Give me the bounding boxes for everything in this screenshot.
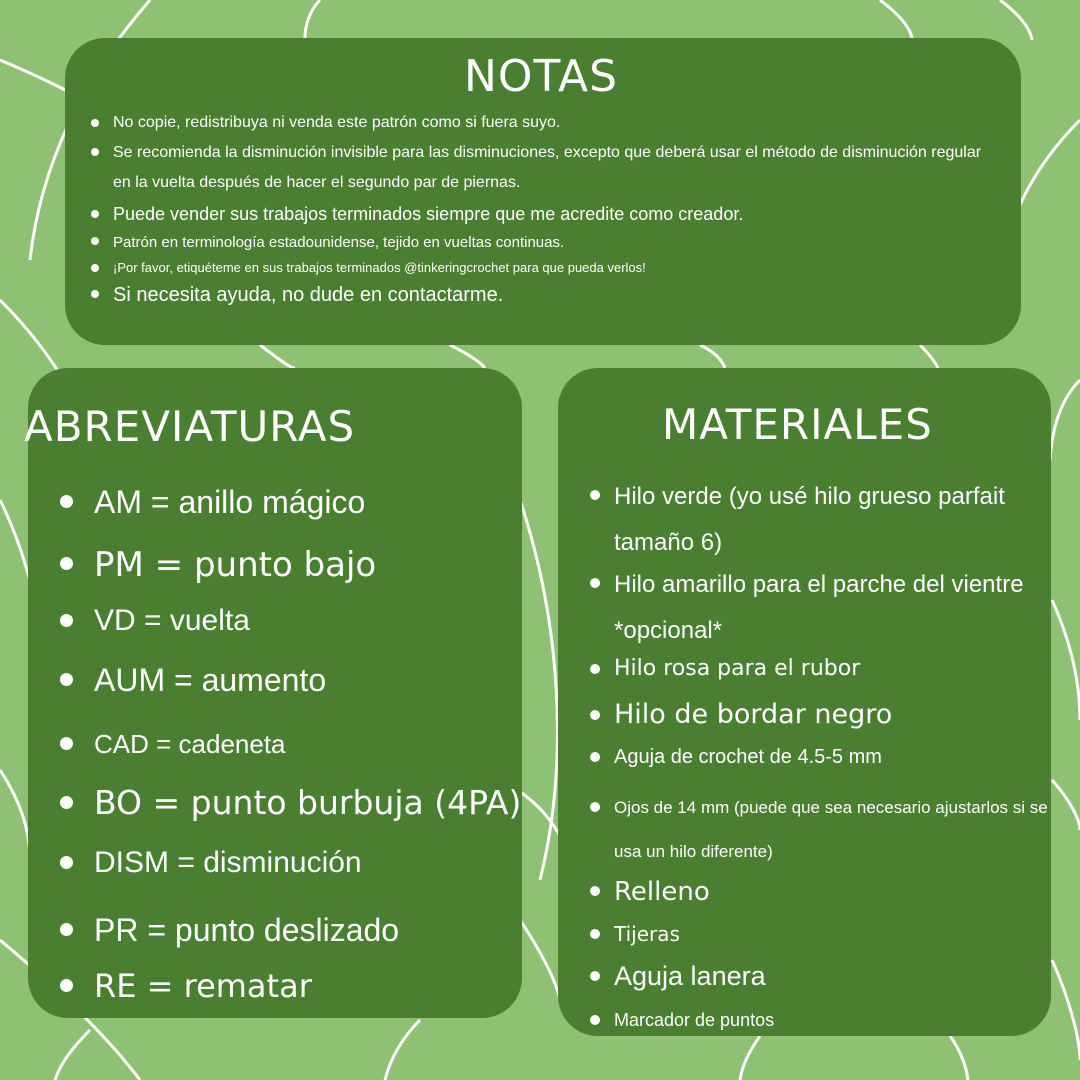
- notas-item: [91, 112, 991, 134]
- materiales-item: [590, 474, 1034, 566]
- materiales-item-text: Hilo rosa para el rubor: [614, 656, 861, 681]
- bullet-icon: [60, 614, 73, 627]
- bullet-icon: [60, 673, 73, 686]
- bg-curve: [305, 0, 320, 38]
- abreviaturas-item: [60, 780, 521, 826]
- bullet-icon: [590, 490, 600, 500]
- abreviaturas-item-text: AUM = aumento: [94, 662, 327, 698]
- bullet-icon: [590, 802, 600, 812]
- bg-curve: [1052, 960, 1080, 1060]
- notas-item-text: ¡Por favor, etiquéteme en sus trabajos terminados @tinkeringcrochet para que pueda verlos!: [113, 260, 646, 275]
- bg-curve: [450, 345, 485, 368]
- bg-curve: [1052, 600, 1080, 720]
- bg-curve: [740, 1036, 760, 1080]
- materiales-item: [590, 920, 1054, 948]
- materiales-item-text: Marcador de puntos: [614, 1010, 775, 1030]
- notas-item-text: Si necesita ayuda, no dude en contactarme.: [113, 284, 504, 306]
- abreviaturas-item: [60, 908, 399, 952]
- abreviaturas-item-text: BO = punto burbuja (4PA): [94, 783, 522, 822]
- bullet-icon: [590, 664, 600, 674]
- bullet-icon: [60, 856, 73, 869]
- notas-panel: [65, 38, 1021, 345]
- bullet-icon: [91, 119, 99, 127]
- materiales-item: [590, 786, 1054, 874]
- abreviaturas-item-text: PR = punto deslizado: [94, 912, 400, 948]
- materiales-item-text: Aguja lanera: [614, 961, 766, 991]
- bullet-icon: [590, 971, 600, 981]
- materiales-item-text: Hilo de bordar negro: [614, 699, 893, 730]
- notas-item-text: Puede vender sus trabajos terminados siempre que me acredite como creador.: [113, 204, 744, 224]
- abreviaturas-item-text: CAD = cadeneta: [94, 729, 286, 759]
- materiales-item-text: Relleno: [614, 877, 710, 907]
- bg-curve: [920, 345, 938, 368]
- bg-curve: [385, 1020, 420, 1080]
- materiales-item: [590, 652, 1054, 686]
- materiales-item: [590, 742, 1054, 772]
- abreviaturas-item: [60, 658, 326, 702]
- bullet-icon: [590, 929, 600, 939]
- materiales-item: [590, 696, 1054, 734]
- bullet-icon: [590, 752, 600, 762]
- notas-item: [91, 256, 991, 280]
- bullet-icon: [590, 1015, 600, 1025]
- materiales-item: [590, 562, 1024, 654]
- notas-item: [91, 230, 991, 256]
- bullet-icon: [60, 979, 73, 992]
- bg-curve: [260, 345, 295, 368]
- bullet-icon: [60, 737, 73, 750]
- notas-title: NOTAS: [463, 51, 619, 102]
- bullet-icon: [60, 495, 73, 508]
- abreviaturas-item: [60, 600, 250, 642]
- notas-item-text: Patrón en terminología estadounidense, tejido en vueltas continuas.: [113, 234, 565, 251]
- abreviaturas-item: [60, 964, 312, 1008]
- bg-curve: [880, 0, 912, 38]
- bg-curve: [1050, 380, 1080, 460]
- abreviaturas-item-text: RE = rematar: [94, 967, 312, 1005]
- bullet-icon: [91, 264, 99, 272]
- bullet-icon: [590, 578, 600, 588]
- materiales-item-text: Ojos de 14 mm (puede que sea necesario ajustarlos si se usa un hilo diferente): [614, 798, 1048, 861]
- bg-curve: [1052, 780, 1080, 830]
- abreviaturas-item: [60, 542, 376, 588]
- abreviaturas-item-text: AM = anillo mágico: [94, 484, 366, 520]
- bullet-icon: [91, 210, 99, 218]
- abreviaturas-item: [60, 480, 365, 524]
- bullet-icon: [91, 148, 99, 156]
- bullet-icon: [60, 796, 73, 809]
- bullet-icon: [60, 923, 73, 936]
- materiales-item: [590, 958, 1054, 994]
- abreviaturas-item: [60, 842, 362, 884]
- bg-curve: [55, 1030, 90, 1080]
- bg-curve: [1000, 0, 1032, 40]
- bg-curve: [700, 345, 725, 368]
- bullet-icon: [60, 557, 73, 570]
- bg-curve: [520, 920, 560, 1000]
- notas-item: [91, 138, 993, 198]
- materiales-item-text: Hilo verde (yo usé hilo grueso parfait tamaño 6): [614, 483, 1005, 556]
- notas-list: [91, 112, 991, 310]
- notas-item-text: No copie, redistribuya ni venda este patrón como si fuera suyo.: [113, 114, 561, 131]
- abreviaturas-item: [60, 725, 286, 763]
- bullet-icon: [91, 290, 99, 298]
- materiales-item-text: Hilo amarillo para el parche del vientre *opcional*: [614, 571, 1024, 644]
- bullet-icon: [91, 237, 99, 245]
- abreviaturas-item-text: DISM = disminución: [94, 846, 362, 879]
- abreviaturas-title: ABREVIATURAS: [24, 402, 356, 451]
- bg-curve: [950, 1036, 968, 1080]
- bg-curve: [0, 770, 30, 860]
- abreviaturas-item-text: PM = punto bajo: [94, 545, 377, 585]
- materiales-item: [590, 1006, 1054, 1034]
- abreviaturas-item-text: VD = vuelta: [94, 604, 250, 637]
- materiales-item-text: Tijeras: [614, 922, 680, 946]
- notas-item: [91, 280, 991, 310]
- materiales-item: [590, 874, 1054, 910]
- notas-item-text: Se recomienda la disminución invisible para las disminuciones, excepto que deberá usar el método de disminución regular en la vuelta después de hacer el segundo par de piernas.: [113, 144, 982, 191]
- materiales-item-text: Aguja de crochet de 4.5-5 mm: [614, 746, 882, 768]
- materiales-title: MATERIALES: [662, 400, 933, 449]
- bullet-icon: [590, 710, 600, 720]
- notas-item: [91, 200, 991, 228]
- bullet-icon: [590, 886, 600, 896]
